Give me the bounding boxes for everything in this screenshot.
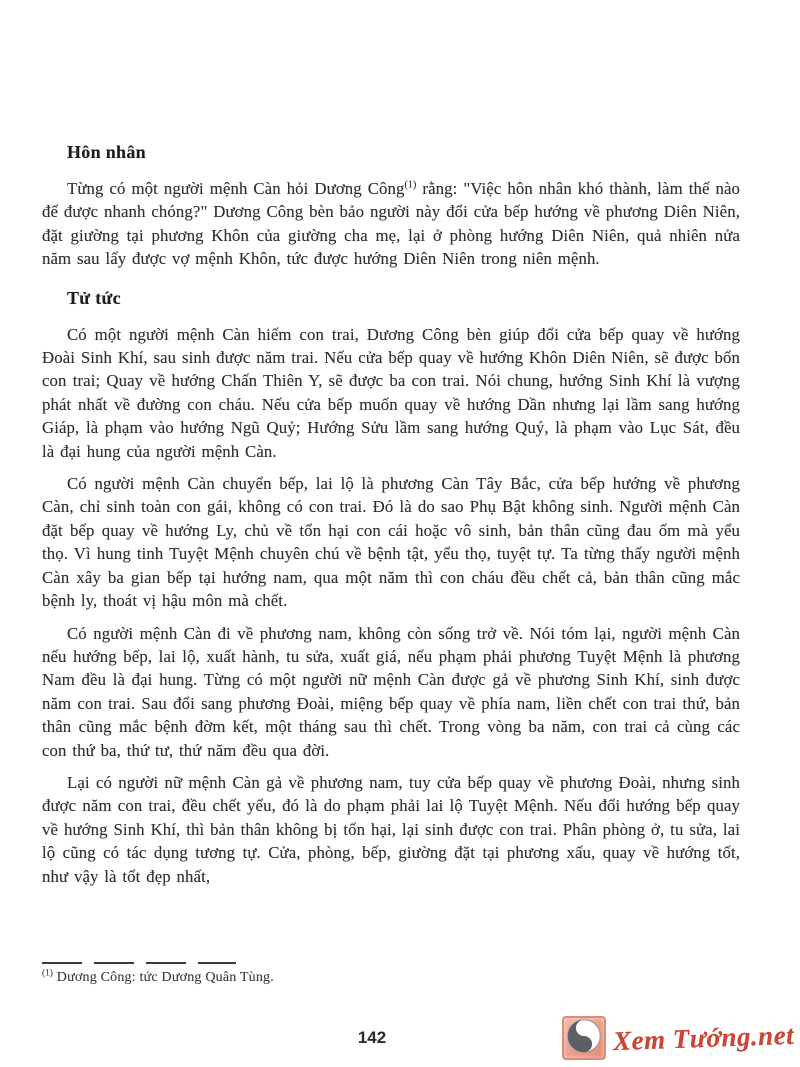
section-heading-marriage: Hôn nhân <box>67 142 146 162</box>
body-paragraph: Có người mệnh Càn đi về phương nam, không còn sống trở về. Nói tóm lại, người mệnh Càn nếu hướng bếp, lai lộ, xuất hành, tu sửa, xuất giá, nếu phạm phải phương Tuyệt Mệnh là phương Nam đều là đại hung. Từng có một người nữ mệnh Càn được gả về phương Sinh Khí, sinh được năm con trai. Sau đổi sang phương Đoài, miệng bếp quay về phía nam, liền chết con trai thứ, bản thân cũng mắc bệnh đờm kết, một tháng sau thì chết. Trong vòng ba năm, con trai cả cùng các con thứ ba, thứ tư, thứ năm đều qua đời. <box>42 623 740 760</box>
footnote-marker: (1) <box>42 967 54 978</box>
footnote-body: Dương Công: tức Dương Quân Tùng. <box>53 970 274 985</box>
footnote-text <box>42 967 740 986</box>
body-paragraph: Có người mệnh Càn chuyển bếp, lai lộ là phương Càn Tây Bắc, cửa bếp hướng về phương Càn, chỉ sinh toàn con gái, không có con trai. Đó là do sao Phụ Bật không sinh. Người mệnh Càn đặt bếp quay về hướng Ly, chủ về tổn hại con cái hoặc vô sinh, bản thân cũng đau ốm mà yểu thọ. Vì hung tinh Tuyệt Mệnh chuyên chú về bệnh tật, yểu thọ, tuyệt tự. Ta từng thấy người mệnh Càn xây ba gian bếp tại hướng nam, qua một năm thì con cháu đều chết cả, bản thân cũng mắc bệnh ly, thoát vị hậu môn mà chết. <box>42 474 740 611</box>
yin-yang-icon <box>567 1019 601 1058</box>
page-number: 142 <box>357 1028 387 1047</box>
footnote-reference: (1) <box>404 179 417 191</box>
footnote-divider <box>42 962 236 964</box>
page-content <box>42 142 740 897</box>
watermark <box>562 1016 794 1060</box>
section-heading-offspring: Tử tức <box>67 287 121 308</box>
footnote-block <box>42 962 740 986</box>
body-paragraph: Lại có người nữ mệnh Càn gả về phương nam, tuy cửa bếp quay về phương Đoài, nhưng sinh được năm con trai, đều chết yểu, đó là do phạm phải lai lộ Tuyệt Mệnh. Nếu đổi hướng bếp quay về hướng Sinh Khí, thì bản thân không bị tổn hại, lại sinh được con trai. Phân phòng ở, tu sửa, lai lộ cũng có tác dụng tương tự. Cửa, phòng, bếp, giường đặt tại phương xấu, quay về hướng tốt, như vậy là tốt đẹp nhất, <box>42 772 740 886</box>
body-paragraph <box>42 177 740 271</box>
paragraph-text: rằng: "Việc hôn nhân khó thành, làm thế nào để được nhanh chóng?" Dương Công bèn bảo người này đổi cửa bếp hướng về phương Diên Niên, đặt giường tại phương Khôn của giường cha mẹ, lại ở phòng hướng Diên Niên, quả nhiên nửa năm sau lấy được vợ mệnh Khôn, tức được hướng Diên Niên trong niên mệnh. <box>42 179 740 269</box>
watermark-tile <box>562 1016 606 1060</box>
body-paragraph: Có một người mệnh Càn hiếm con trai, Dương Công bèn giúp đổi cửa bếp quay về hướng Đoài Sinh Khí, sau sinh được năm trai. Nếu cửa bếp quay về hướng Khôn Diên Niên, sẽ được bốn con trai; Quay về hướng Chấn Thiên Y, sẽ được ba con trai. Nói chung, hướng Sinh Khí là vượng phát nhất về đường con cháu. Nếu cửa bếp muốn quay về hướng Dần nhưng lại lầm sang hướng Giáp, là phạm vào hướng Ngũ Quỷ; Hướng Sửu lầm sang hướng Quý, là phạm vào Lục Sát, đều là đại hung của người mệnh Càn. <box>42 324 740 461</box>
paragraph-text: Từng có một người mệnh Càn hỏi Dương Công <box>67 179 405 198</box>
watermark-site-name: Xem Tướng.net <box>612 1019 795 1056</box>
